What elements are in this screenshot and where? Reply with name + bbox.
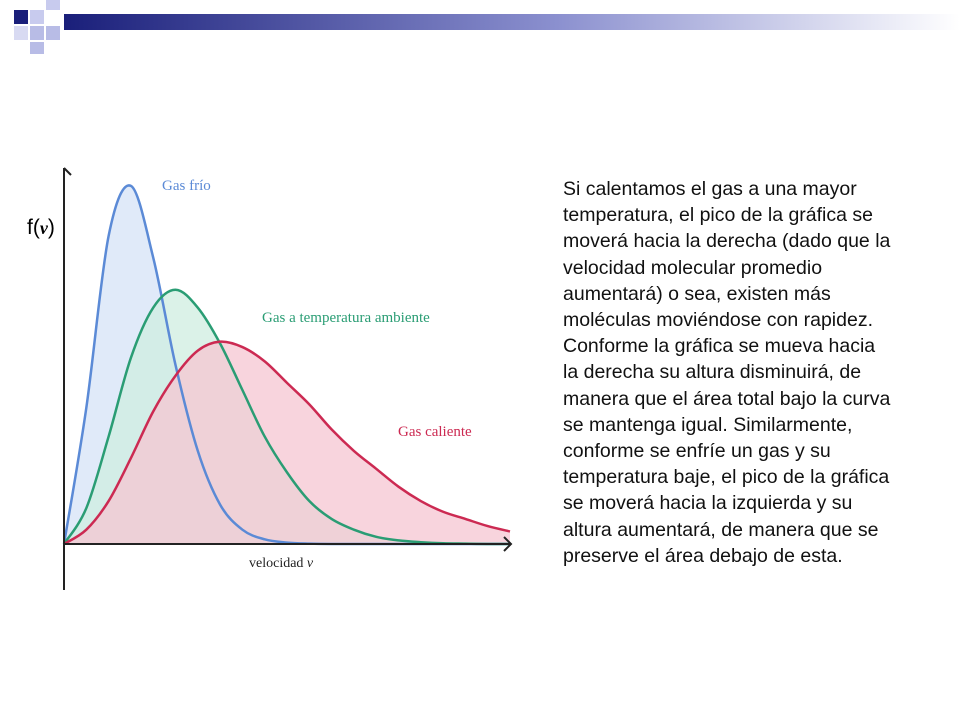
x-axis-label: velocidad v xyxy=(249,556,314,571)
explanation-paragraph xyxy=(563,176,943,569)
paragraph-line: se moverá hacia la izquierda y su xyxy=(563,492,853,515)
series-label-gas-ambiente: Gas a temperatura ambiente xyxy=(262,310,430,326)
y-axis-arrow xyxy=(64,168,71,175)
paragraph-line: conforme se enfríe un gas y su xyxy=(563,440,831,463)
paragraph-line: manera que el área total bajo la curva xyxy=(563,387,891,410)
paragraph-line: la derecha su altura disminuirá, de xyxy=(563,361,862,384)
paragraph-line: temperatura baje, el pico de la gráfica xyxy=(563,466,890,489)
series-label-gas-frio: Gas frío xyxy=(162,178,211,194)
series-areas xyxy=(64,185,510,544)
series-label-gas-caliente: Gas caliente xyxy=(398,424,472,440)
paragraph-line: Conforme la gráfica se mueva hacia xyxy=(563,335,876,358)
paragraph-line: velocidad molecular promedio xyxy=(563,256,823,279)
paragraph-line: moverá hacia la derecha (dado que la xyxy=(563,230,891,253)
paragraph-line: se mantenga igual. Similarmente, xyxy=(563,413,853,436)
paragraph-line: altura aumentará, de manera que se xyxy=(563,518,879,541)
paragraph-line: moléculas moviéndose con rapidez. xyxy=(563,309,874,332)
paragraph-line: Si calentamos el gas a una mayor xyxy=(563,178,857,200)
paragraph-line: temperatura, el pico de la gráfica se xyxy=(563,204,874,227)
paragraph-line: preserve el área debajo de esta. xyxy=(563,544,843,567)
paragraph-line: aumentará) o sea, existen más xyxy=(563,282,831,305)
y-axis-label: f(v) xyxy=(27,216,55,239)
